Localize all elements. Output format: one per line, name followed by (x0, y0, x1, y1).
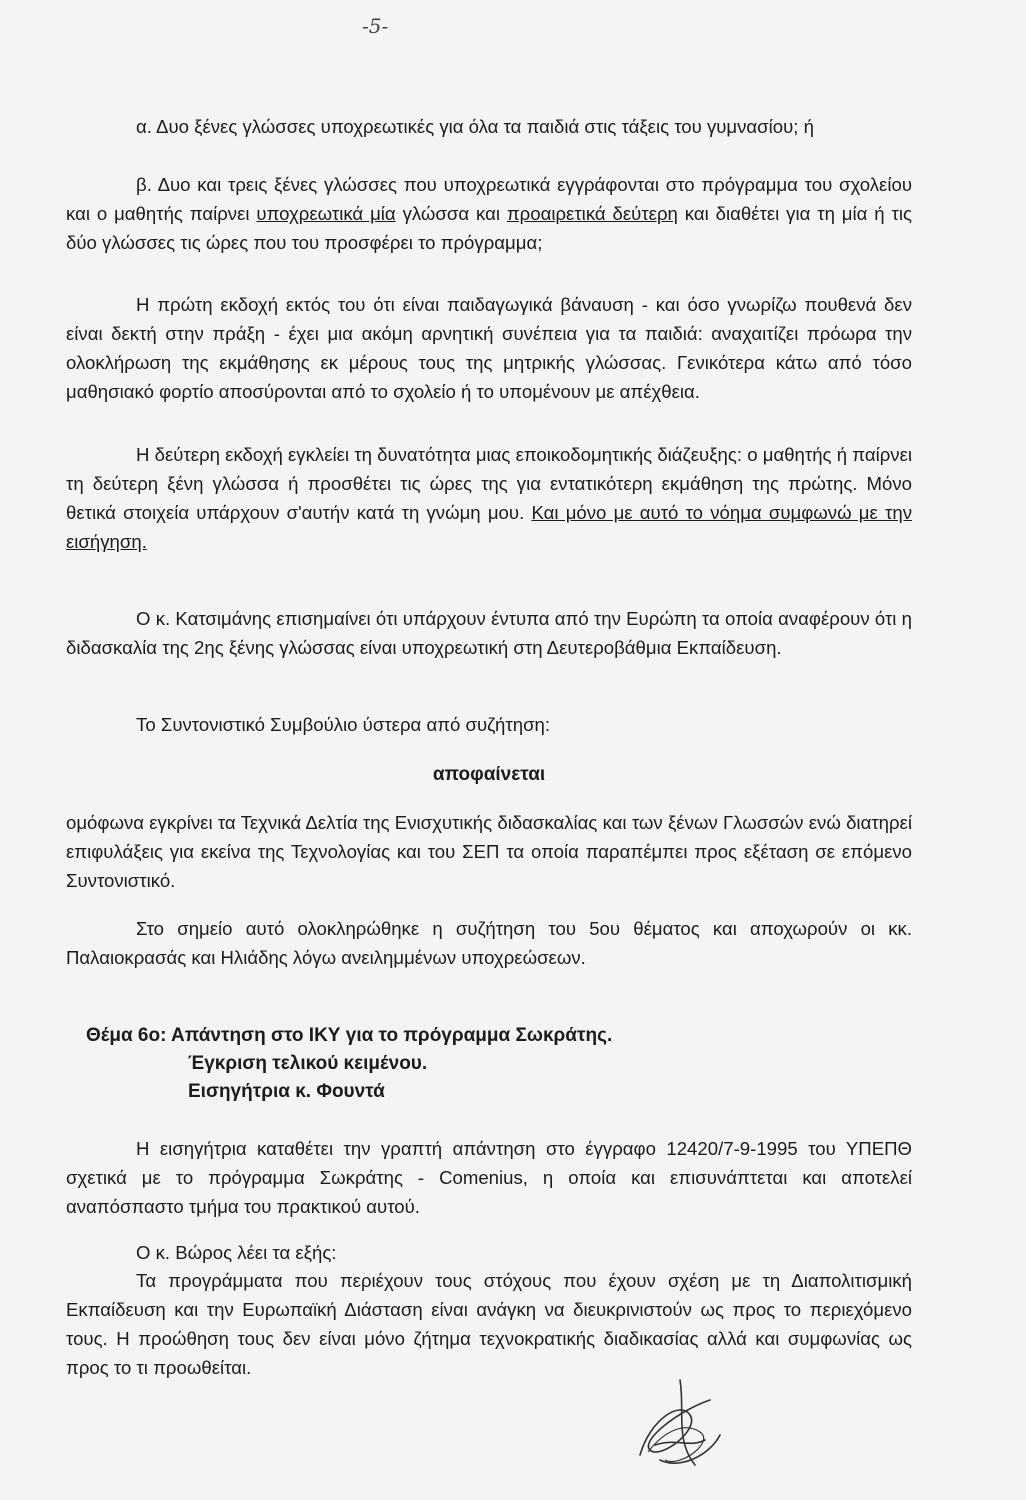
paragraph-option-b: β. Δυο και τρεις ξένες γλώσσες που υποχρεωτικά εγγράφονται στο πρόγραμμα του σχολείου και ο μαθητής παίρνει υποχρεωτικά μία γλώσσα και προαιρετικά δεύτερη και διαθέτει για τη μία ή τις δύο γλώσσες τις ώρες που του προσφέρει το πρόγραμμα; (66, 174, 912, 253)
underlined-text: προαιρετικά δεύτερη (506, 203, 678, 224)
decision-heading: αποφαίνεται (432, 764, 546, 785)
topic-title: Θέμα 6ο: Απάντηση στο ΙΚΥ για το πρόγραμμα Σωκράτης. (86, 1025, 613, 1046)
paragraph-council: Το Συντονιστικό Συμβούλιο ύστερα από συζήτηση: (136, 714, 551, 735)
paragraph-first-version: Η πρώτη εκδοχή εκτός του ότι είναι παιδαγωγικά βάναυση - και όσο γνωρίζω πουθενά δεν είναι δεκτή στην πράξη - έχει μια ακόμη αρνητική συνέπεια για τα παιδιά: αναχαιτίζει πρόωρα την ολοκλήρωση της εκμάθησης εκ μέρους τους της μητρικής γλώσσας. Γενικότερα κάτω από τόσο μαθησιακό φορτίο αποσύρονται από το σχολείο ή το υπομένουν με απέχθεια. (66, 294, 912, 402)
paragraph-katsimanis: Ο κ. Κατσιμάνης επισημαίνει ότι υπάρχουν έντυπα από την Ευρώπη τα οποία αναφέρουν ότι η διδασκαλία της 2ης ξένης γλώσσας είναι υποχρεωτική στη Δευτεροβάθμια Εκπαίδευση. (66, 608, 912, 658)
paragraph-second-version: Η δεύτερη εκδοχή εγκλείει τη δυνατότητα μιας εποικοδομητικής διάζευξης: ο μαθητής ή παίρνει τη δεύτερη ξένη γλώσσα ή προσθέτει τις ώρες της για εντατικότερη εκμάθηση της πρώτης. Μόνο θετικά στοιχεία υπάρχουν σ'αυτήν κατά τη γνώμη μου. Και μόνο με αυτό το νόημα συμφωνώ με την εισήγηση. (66, 444, 912, 552)
paragraph-voros-statement: Τα προγράμματα που περιέχουν τους στόχους που έχουν σχέση με τη Διαπολιτισμική Εκπαίδευση και την Ευρωπαϊκή Διάσταση είναι ανάγκη να διευκρινιστούν ως προς το περιεχόμενο τους. Η προώθηση τους δεν είναι μόνο ζήτημα τεχνοκρατικής διαδικασίας αλλά και συμφωνίας ως προς το τι προωθείται. (66, 1270, 912, 1378)
topic-6-heading (86, 1022, 612, 1106)
topic-rapporteur: Εισηγήτρια κ. Φουντά (188, 1081, 385, 1102)
paragraph-decision: ομόφωνα εγκρίνει τα Τεχνικά Δελτία της Ενισχυτικής διδασκαλίας και των ξένων Γλωσσών ενώ διατηρεί επιφυλάξεις για εκείνα της Τεχνολογίας και του ΣΕΠ τα οποία παραπέμπει προς εξέταση σε επόμενο Συντονιστικό. (66, 812, 912, 891)
paragraph-voros-intro: Ο κ. Βώρος λέει τα εξής: (136, 1242, 337, 1263)
paragraph-rapporteur: Η εισηγήτρια καταθέτει την γραπτή απάντηση στο έγγραφο 12420/7-9-1995 του ΥΠΕΠΘ σχετικά με το πρόγραμμα Σωκράτης - Comenius, η οποία και επισυνάπτεται και αποτελεί αναπόσπαστο τμήμα του πρακτικού αυτού. (66, 1138, 912, 1217)
paragraph-option-a: α. Δυο ξένες γλώσσες υποχρεωτικές για όλα τα παιδιά στις τάξεις του γυμνασίου; ή (136, 116, 814, 137)
paragraph-topic-5-end: Στο σημείο αυτό ολοκληρώθηκε η συζήτηση του 5ου θέματος και αποχωρούν οι κκ. Παλαιοκρασάς και Ηλιάδης λόγω ανειλημμένων υποχρεώσεων. (66, 918, 912, 968)
topic-subtitle: Έγκριση τελικού κειμένου. (188, 1053, 428, 1074)
underlined-text: υποχρεωτικά μία (256, 203, 396, 224)
signature-icon (620, 1360, 740, 1480)
page-number: -5- (362, 14, 389, 38)
underlined-text: Και μόνο με αυτό το νόημα συμφωνώ με την εισήγηση. (66, 502, 912, 552)
